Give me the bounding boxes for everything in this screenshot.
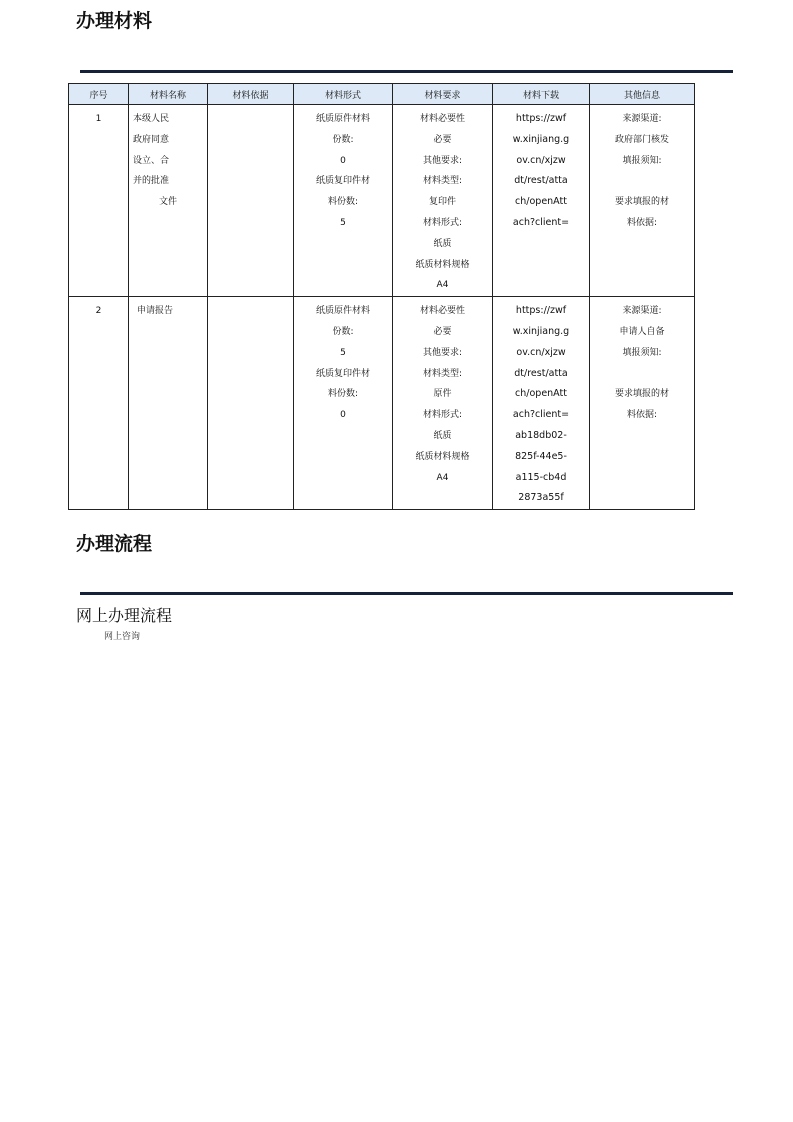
cell-line: 政府部门核发 — [614, 134, 669, 145]
cell-line — [594, 364, 690, 385]
cell-line: 纸质原件材料 — [315, 306, 370, 317]
cell-material-requirements — [393, 105, 493, 297]
cell-line: ach?client= — [512, 216, 570, 228]
cell-line: dt/rest/atta — [514, 175, 568, 187]
cell-line: 825f-44e5- — [515, 450, 567, 462]
process-section-title: 办理流程 — [76, 533, 153, 555]
cell-material-download — [493, 297, 590, 510]
cell-line: https://zwf — [515, 113, 567, 124]
cell-line: 材料类型: — [422, 176, 463, 187]
cell-other-info — [590, 297, 695, 510]
cell-material-requirements — [393, 297, 493, 510]
cell-line: 纸质材料规格 — [415, 259, 470, 270]
cell-line: 份数: — [332, 134, 354, 145]
section-divider — [80, 70, 733, 73]
cell-line — [594, 171, 690, 192]
header-material-name: 材料名称 — [129, 84, 208, 105]
cell-material-basis — [208, 105, 294, 297]
cell-line: 纸质复印件材 — [315, 368, 370, 379]
cell-line: 纸质 — [433, 238, 452, 249]
cell-line: ch/openAtt — [515, 388, 567, 400]
cell-line: 本级人民 — [133, 114, 170, 124]
header-material-form: 材料形式 — [294, 84, 393, 105]
cell-material-form — [294, 297, 393, 510]
cell-line: ab18db02- — [515, 429, 567, 441]
cell-line: 材料必要性 — [419, 306, 465, 317]
cell-material-name — [129, 105, 208, 297]
cell-line: https://zwf — [515, 305, 567, 317]
cell-line: 其他要求: — [422, 155, 463, 166]
cell-seq: 1 — [69, 105, 129, 297]
cell-line: 5 — [340, 347, 346, 358]
cell-line: A4 — [436, 280, 449, 291]
table-row — [69, 297, 695, 510]
cell-line: ch/openAtt — [515, 196, 567, 208]
materials-section-title: 办理材料 — [76, 10, 153, 32]
cell-line: 来源渠道: — [622, 306, 662, 317]
cell-line: 并的批准 — [133, 176, 170, 187]
table-row — [69, 105, 695, 297]
cell-material-basis — [208, 297, 294, 510]
cell-line: 份数: — [332, 326, 354, 337]
cell-line: 必要 — [433, 134, 452, 145]
cell-line: 申请报告 — [137, 306, 174, 317]
table-header-row — [69, 84, 695, 105]
cell-line: w.xinjiang.g — [512, 325, 570, 337]
cell-other-info — [590, 105, 695, 297]
header-seq: 序号 — [69, 84, 129, 105]
cell-line: 填报须知: — [622, 155, 662, 166]
materials-table — [68, 83, 695, 510]
cell-line: 来源渠道: — [622, 114, 662, 124]
cell-line: 申请人自备 — [619, 326, 665, 337]
cell-line: dt/rest/atta — [514, 367, 568, 379]
online-consultation-step: 网上咨询 — [104, 632, 141, 642]
cell-line: 政府同意 — [133, 134, 170, 145]
cell-line: a115-cb4d — [515, 471, 567, 483]
cell-line: 材料类型: — [422, 368, 463, 379]
header-material-download: 材料下载 — [493, 84, 590, 105]
header-other-info: 其他信息 — [590, 84, 695, 105]
cell-line: 2873a55f — [518, 492, 564, 504]
header-material-requirements: 材料要求 — [393, 84, 493, 105]
cell-line: 要求填报的材 — [614, 389, 669, 400]
cell-line: 料份数: — [327, 389, 359, 400]
cell-line: ov.cn/xjzw — [516, 154, 566, 166]
section-divider — [80, 592, 733, 595]
cell-line: 文件 — [158, 197, 177, 208]
cell-material-download — [493, 105, 590, 297]
cell-line: 材料形式: — [422, 217, 463, 228]
cell-seq: 2 — [69, 297, 129, 510]
cell-line: 填报须知: — [622, 347, 662, 358]
cell-line: 设立、合 — [133, 155, 170, 166]
cell-line: 0 — [340, 410, 346, 421]
cell-line: 材料形式: — [422, 410, 463, 421]
cell-line: 原件 — [433, 389, 452, 400]
cell-line: w.xinjiang.g — [512, 133, 570, 145]
cell-line: 纸质 — [433, 430, 452, 441]
cell-line: A4 — [436, 472, 449, 483]
cell-line: 复印件 — [428, 197, 456, 208]
cell-line: 料依据: — [626, 217, 658, 228]
cell-line: 要求填报的材 — [614, 197, 669, 208]
cell-material-form — [294, 105, 393, 297]
cell-line: 纸质材料规格 — [415, 451, 470, 462]
cell-line: 料份数: — [327, 197, 359, 208]
cell-line: 纸质原件材料 — [315, 114, 370, 124]
cell-line: 5 — [340, 217, 346, 228]
cell-line: ach?client= — [512, 409, 570, 421]
cell-line: ov.cn/xjzw — [516, 346, 566, 358]
cell-line: 其他要求: — [422, 347, 463, 358]
cell-material-name — [129, 297, 208, 510]
header-material-basis: 材料依据 — [208, 84, 294, 105]
cell-line: 纸质复印件材 — [315, 176, 370, 187]
cell-line: 料依据: — [626, 410, 658, 421]
cell-line: 材料必要性 — [419, 114, 465, 124]
cell-line: 0 — [340, 155, 346, 166]
cell-line: 必要 — [433, 326, 452, 337]
online-process-heading: 网上办理流程 — [76, 606, 173, 625]
